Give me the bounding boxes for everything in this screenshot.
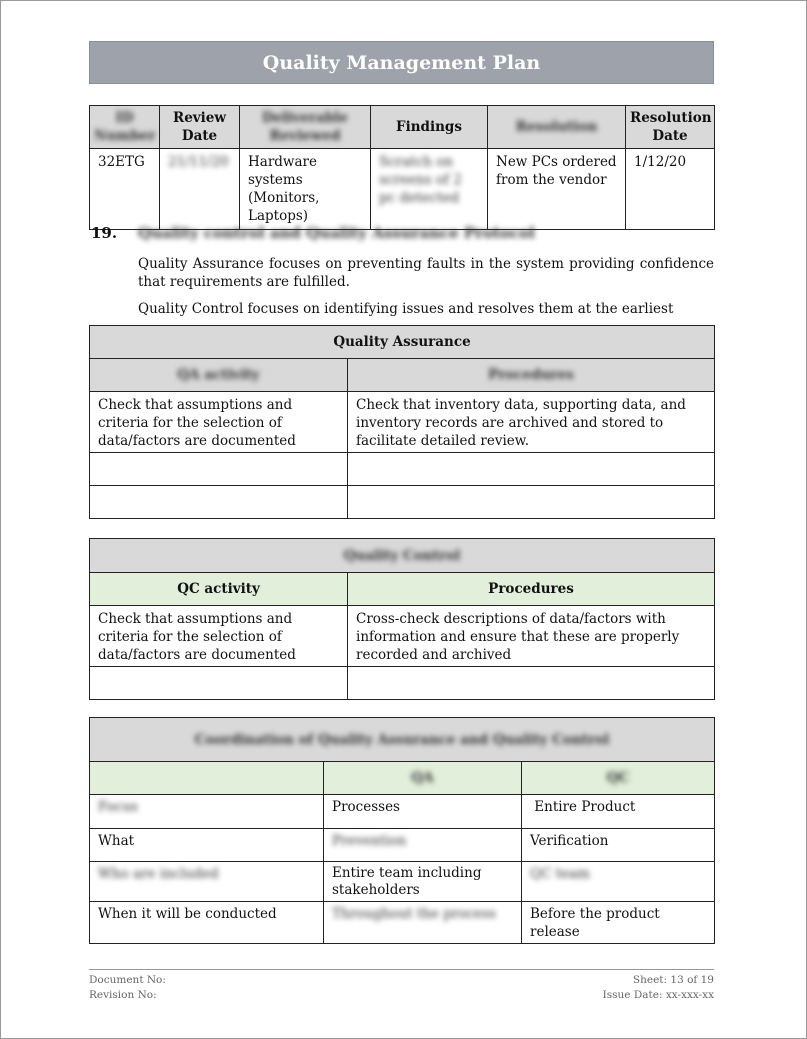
qc-table-header bbox=[90, 573, 715, 606]
header-findings: Findings bbox=[371, 106, 488, 149]
coord-qa-cell: Prevention bbox=[324, 829, 522, 862]
table-row bbox=[90, 606, 715, 667]
page-footer bbox=[89, 969, 714, 1003]
qa-table bbox=[89, 325, 715, 519]
cell-review-date: 21/11/20 bbox=[160, 149, 240, 230]
cell-resolution: New PCs ordered from the vendor bbox=[488, 149, 626, 230]
qa-procedure-cell bbox=[348, 486, 715, 519]
header-resolution-date: Resolution Date bbox=[626, 106, 715, 149]
qa-activity-cell bbox=[90, 453, 348, 486]
qa-procedure-cell: Check that inventory data, supporting data, and inventory records are archived and stored to facilitate detailed review. bbox=[348, 392, 715, 453]
qc-description: Quality Control focuses on identifying issues and resolves them at the earliest bbox=[138, 301, 674, 317]
coordination-table-title: Coordination of Quality Assurance and Quality Control bbox=[90, 718, 715, 762]
qc-procedure-cell: Cross-check descriptions of data/factors with information and ensure that these are properly recorded and archived bbox=[348, 606, 715, 667]
table-row bbox=[90, 486, 715, 519]
header-id-number: ID Number bbox=[90, 106, 160, 149]
coordination-table-title-row bbox=[90, 718, 715, 762]
page-title: Quality Management Plan bbox=[89, 41, 714, 84]
header-procedures: Procedures bbox=[348, 573, 715, 606]
coord-qa-cell: Entire team including stakeholders bbox=[324, 862, 522, 902]
section-heading bbox=[89, 224, 714, 246]
table-row bbox=[90, 902, 715, 944]
coord-label-cell: When it will be conducted bbox=[90, 902, 324, 944]
issue-date: Issue Date: xx-xxx-xx bbox=[602, 989, 714, 1001]
header-review-date: Review Date bbox=[160, 106, 240, 149]
review-table bbox=[89, 105, 715, 230]
table-row bbox=[90, 453, 715, 486]
coordination-table-header bbox=[90, 762, 715, 795]
qa-table-title-row bbox=[90, 326, 715, 359]
header-deliverable-reviewed: Deliverable Reviewed bbox=[240, 106, 371, 149]
table-row bbox=[90, 862, 715, 902]
coord-qc-cell: Before the product release bbox=[522, 902, 715, 944]
qa-procedure-cell bbox=[348, 453, 715, 486]
qa-activity-cell bbox=[90, 486, 348, 519]
coord-qc-cell: Verification bbox=[522, 829, 715, 862]
coord-label-cell: Focus bbox=[90, 795, 324, 829]
cell-findings: Scratch on screens of 2 pc detected bbox=[371, 149, 488, 230]
review-table-header bbox=[90, 106, 715, 149]
qc-table bbox=[89, 538, 715, 700]
revision-number-label: Revision No: bbox=[89, 989, 157, 1001]
sheet-number: Sheet: 13 of 19 bbox=[632, 974, 714, 986]
qc-table-title-row bbox=[90, 539, 715, 573]
coord-qc-cell: Entire Product bbox=[522, 795, 715, 829]
qa-table-header bbox=[90, 359, 715, 392]
cell-resolution-date: 1/12/20 bbox=[626, 149, 715, 230]
document-number-label: Document No: bbox=[89, 974, 166, 986]
table-row bbox=[90, 829, 715, 862]
header-qc-activity: QC activity bbox=[90, 573, 348, 606]
coord-qa-cell: Processes bbox=[324, 795, 522, 829]
header-qa: QA bbox=[324, 762, 522, 795]
section-title: Quality control and Quality Assurance Protocol bbox=[138, 224, 535, 242]
qa-description: Quality Assurance focuses on preventing faults in the system providing confidence that requirements are fulfilled. bbox=[138, 256, 714, 290]
qa-table-title: Quality Assurance bbox=[90, 326, 715, 359]
header-qa-activity: QA activity bbox=[90, 359, 348, 392]
coord-qc-cell: QC team bbox=[522, 862, 715, 902]
cell-deliverable: Hardware systems (Monitors, Laptops) bbox=[240, 149, 371, 230]
header-procedures: Procedures bbox=[348, 359, 715, 392]
qc-table-title: Quality Control bbox=[90, 539, 715, 573]
header-resolution: Resolution bbox=[488, 106, 626, 149]
cell-id-number: 32ETG bbox=[90, 149, 160, 230]
section-number: 19. bbox=[91, 224, 118, 242]
coord-label-cell: Who are included bbox=[90, 862, 324, 902]
qc-activity-cell bbox=[90, 667, 348, 700]
table-row bbox=[90, 149, 715, 230]
coord-label-cell: What bbox=[90, 829, 324, 862]
qc-activity-cell: Check that assumptions and criteria for the selection of data/factors are documented bbox=[90, 606, 348, 667]
qc-procedure-cell bbox=[348, 667, 715, 700]
table-row bbox=[90, 392, 715, 453]
qa-activity-cell: Check that assumptions and criteria for the selection of data/factors are documented bbox=[90, 392, 348, 453]
table-row bbox=[90, 795, 715, 829]
coord-qa-cell: Throughout the process bbox=[324, 902, 522, 944]
coordination-table bbox=[89, 717, 715, 944]
header-blank bbox=[90, 762, 324, 795]
header-qc: QC bbox=[522, 762, 715, 795]
table-row bbox=[90, 667, 715, 700]
